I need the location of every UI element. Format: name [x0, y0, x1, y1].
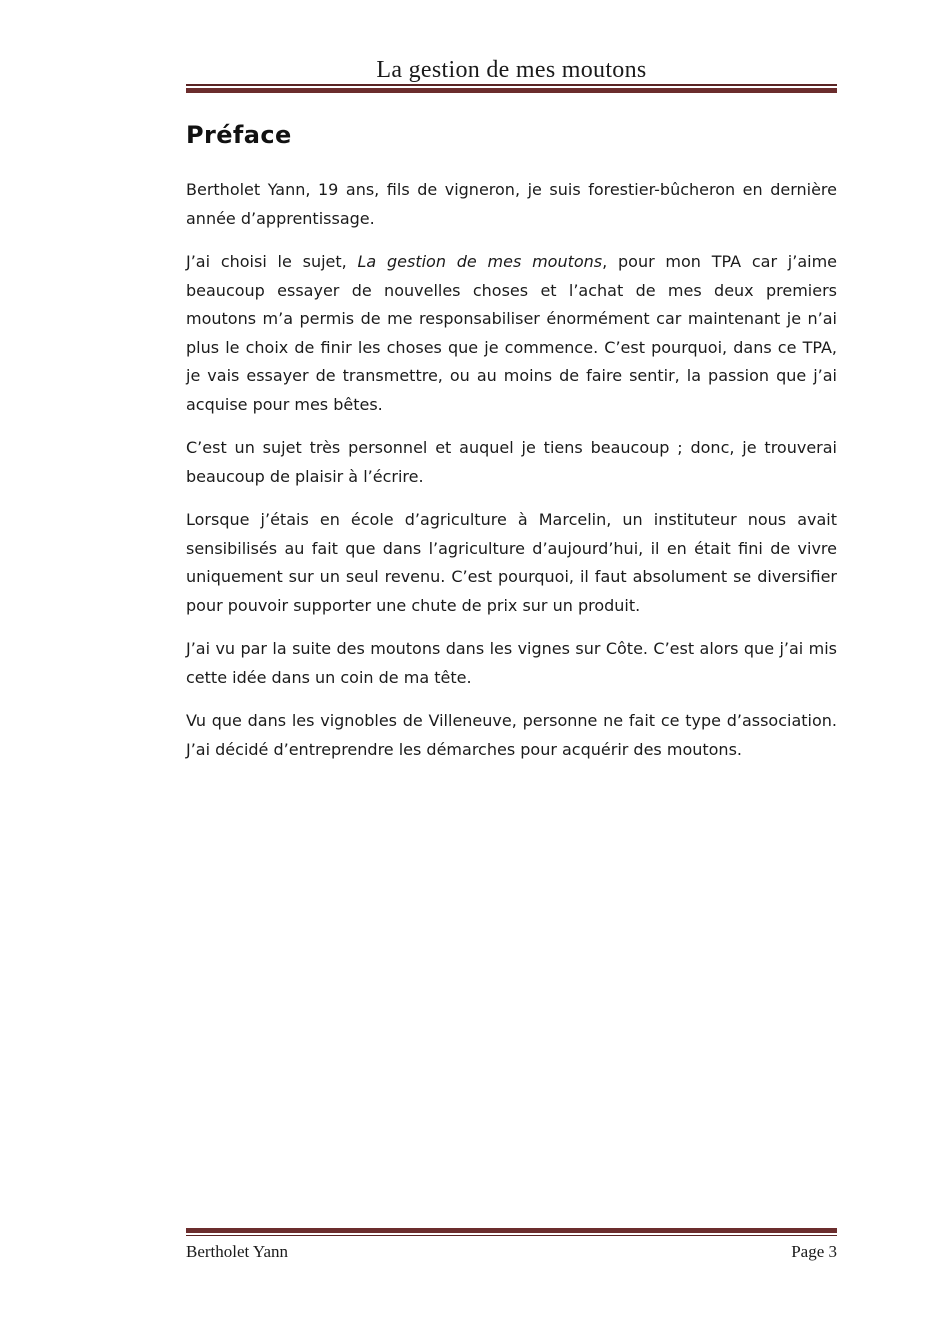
paragraph-intro: Bertholet Yann, 19 ans, fils de vigneron, je suis forestier-bûcheron en dernière année d’apprentissage.: [186, 180, 837, 228]
page-footer: [186, 1228, 837, 1262]
document-body: [186, 120, 837, 779]
document-header-title: La gestion de mes moutons: [376, 57, 647, 83]
header-rule-thick-line: [186, 88, 837, 93]
footer-rule: [186, 1228, 837, 1236]
footer-row: [186, 1236, 837, 1262]
paragraph-subject-choice: [186, 248, 837, 419]
paragraph-segment-normal: J’ai choisi le sujet,: [186, 252, 358, 271]
header-rule: [186, 84, 837, 93]
paragraph-villeneuve-decision: Vu que dans les vignobles de Villeneuve, personne ne fait ce type d’association. J’ai décidé d’entreprendre les démarches pour acquérir des moutons.: [186, 711, 837, 759]
footer-author: Bertholet Yann: [186, 1242, 288, 1261]
paragraph-segment-italic-title-mention: La gestion de mes moutons: [357, 252, 603, 271]
paragraph-sheep-in-vines: J’ai vu par la suite des moutons dans les vignes sur Côte. C’est alors que j’ai mis cette idée dans un coin de ma tête.: [186, 639, 837, 687]
section-heading-preface: Préface: [186, 121, 292, 149]
paragraph-agriculture-school: Lorsque j’étais en école d’agriculture à Marcelin, un instituteur nous avait sensibilisés au fait que dans l’agriculture d’aujourd’hui, il en était fini de vivre uniquement sur un seul revenu. C’est pourquoi, il faut absolument se diversifier pour pouvoir supporter une chute de prix sur un produit.: [186, 510, 837, 615]
paragraph-personal-subject: C’est un sujet très personnel et auquel je tiens beaucoup ; donc, je trouverai beaucoup de plaisir à l’écrire.: [186, 438, 837, 486]
footer-page-number: Page 3: [791, 1242, 837, 1261]
paragraph-segment-normal: , pour mon TPA car j’aime beaucoup essayer de nouvelles choses et l’achat de mes deux premiers moutons m’a permis de me responsabiliser énormément car maintenant je n’ai plus le choix de finir les choses que je commence. C’est pourquoi, dans ce TPA, je vais essayer de transmettre, ou au moins de faire sentir, la passion que j’ai acquise pour mes bêtes.: [186, 252, 838, 414]
